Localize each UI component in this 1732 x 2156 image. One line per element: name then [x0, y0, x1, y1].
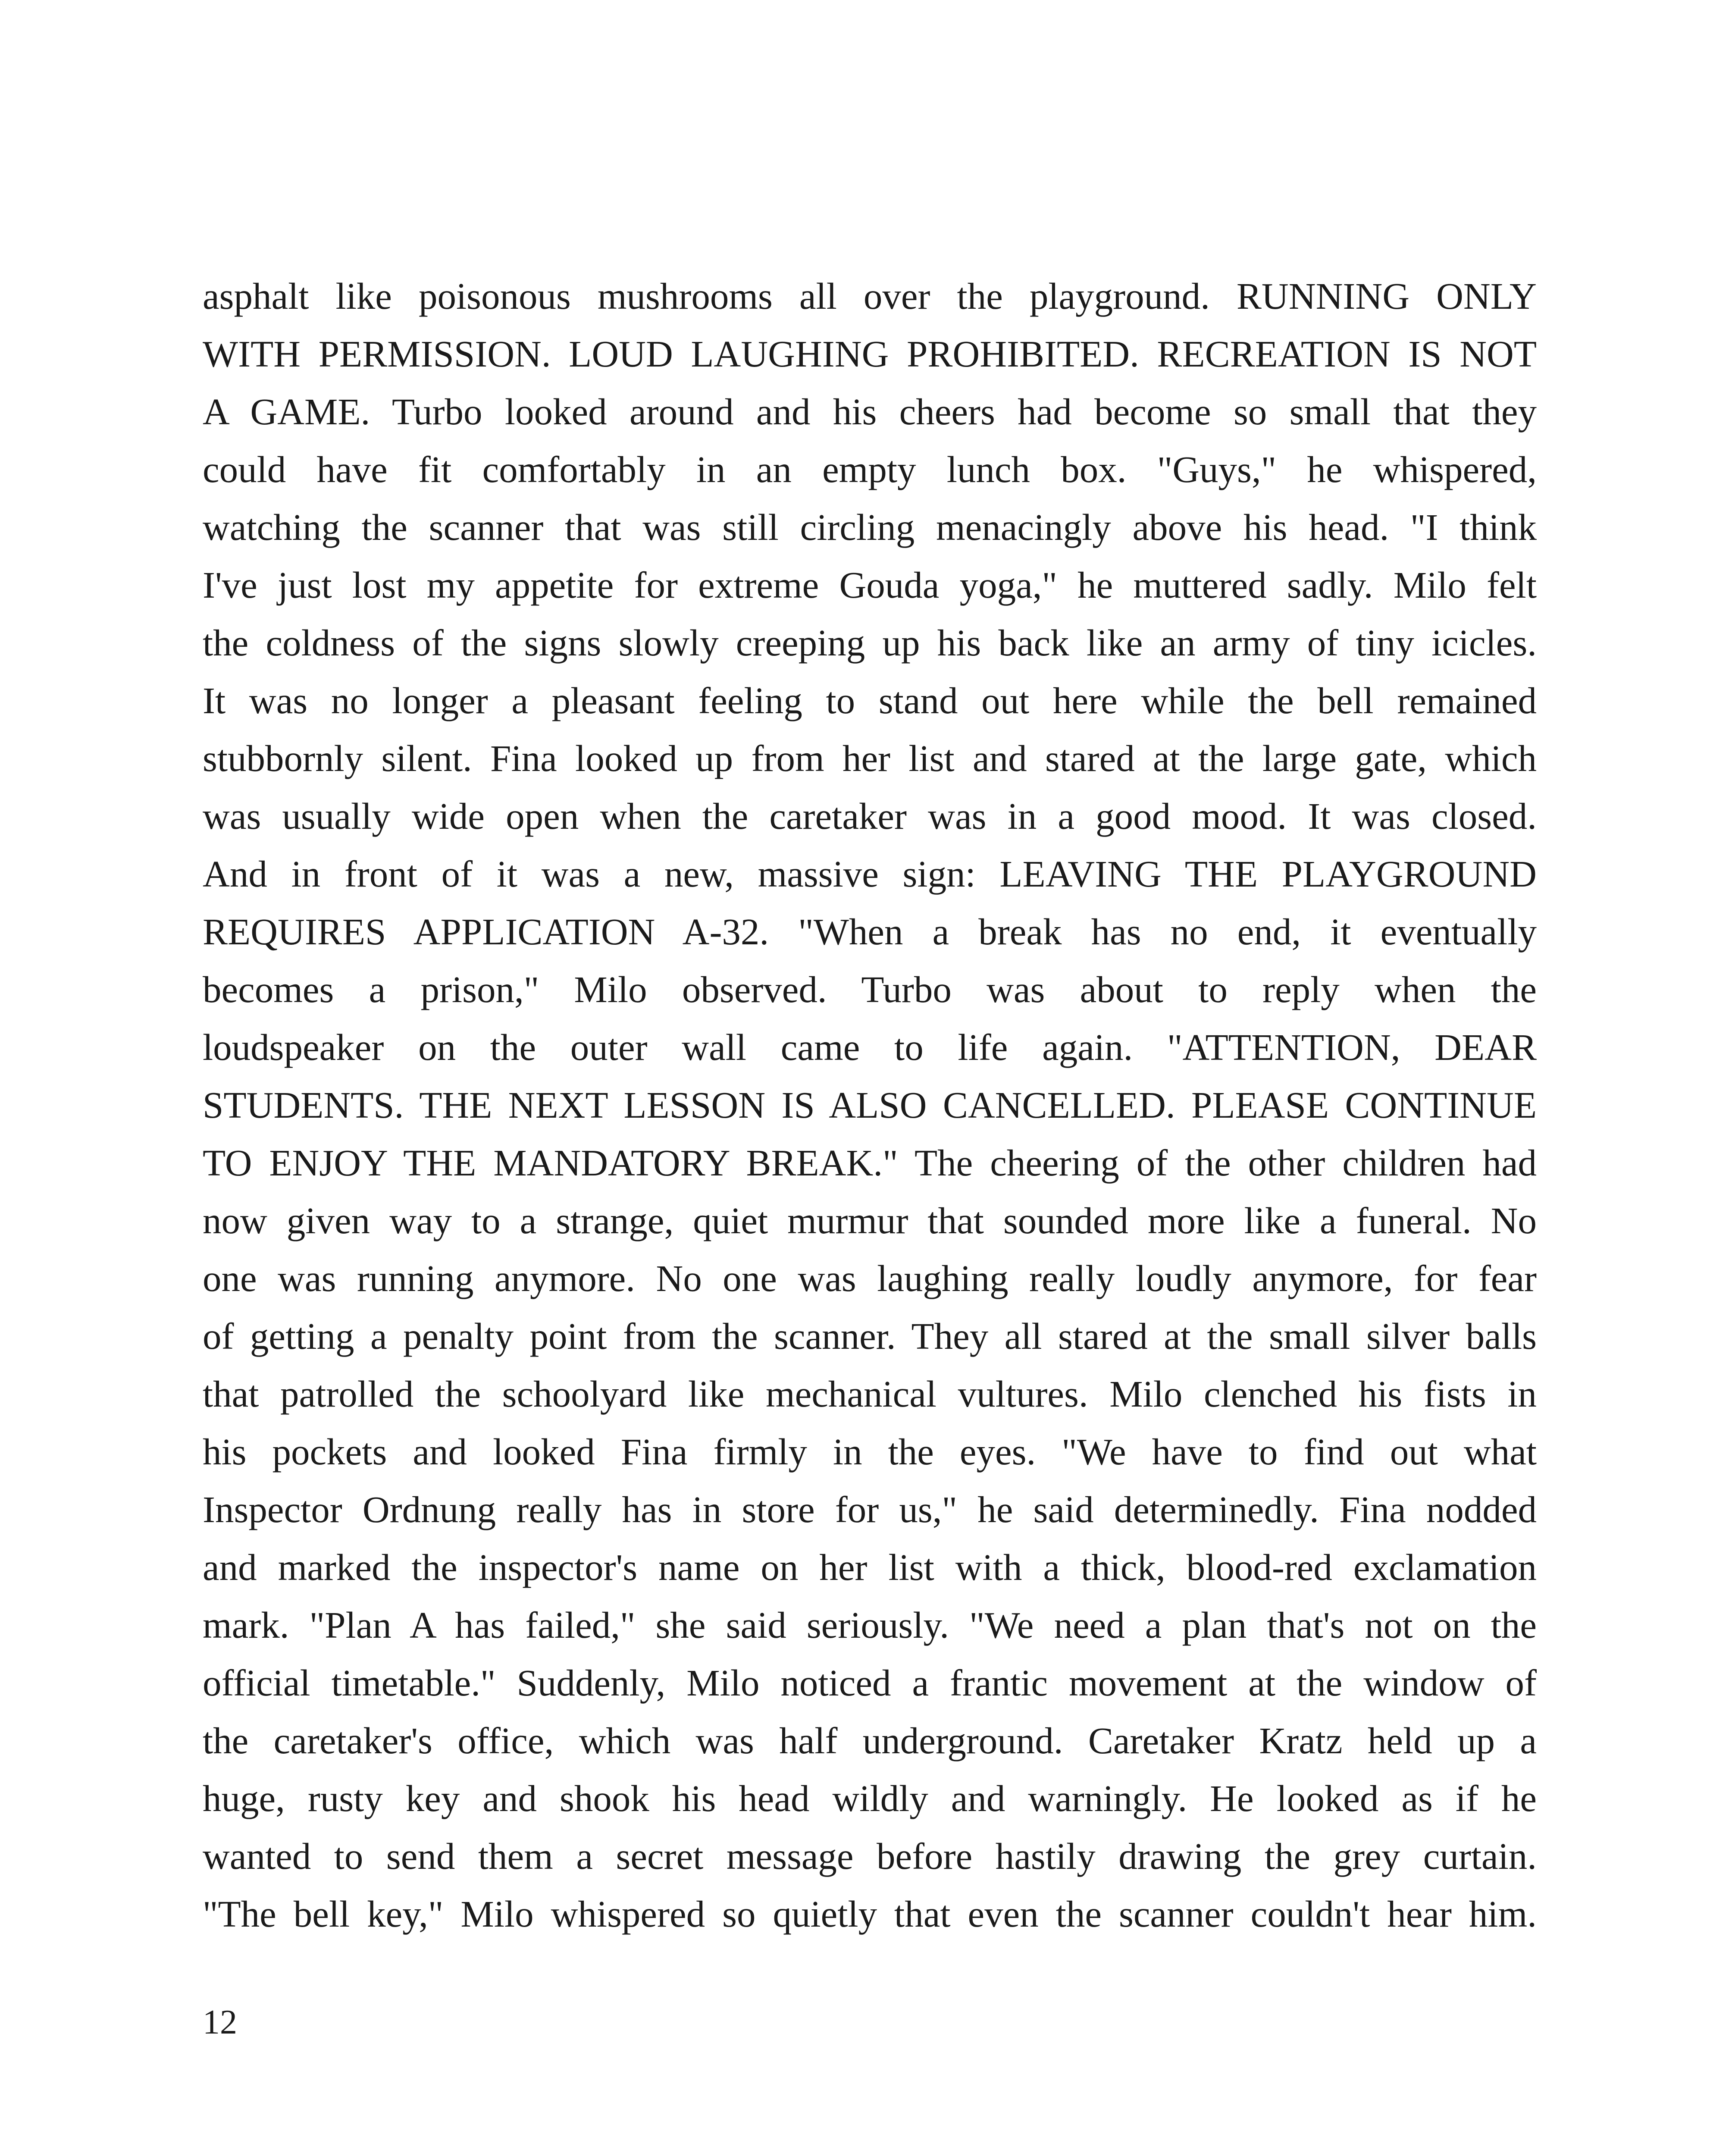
- text-line: STUDENTS. THE NEXT LESSON IS ALSO CANCELLED. PLEASE CONTINUE: [203, 1084, 1537, 1126]
- text-line: could have fit comfortably in an empty lunch box. "Guys," he whispered,: [203, 448, 1537, 490]
- text-line: I've just lost my appetite for extreme Gouda yoga," he muttered sadly. Milo felt: [203, 564, 1537, 606]
- text-line: asphalt like poisonous mushrooms all over the playground. RUNNING ONLY: [203, 275, 1537, 317]
- text-line: was usually wide open when the caretaker was in a good mood. It was closed.: [203, 795, 1537, 837]
- text-line: REQUIRES APPLICATION A-32. "When a break has no end, it eventually: [203, 911, 1537, 953]
- text-line: and marked the inspector's name on her list with a thick, blood-red exclamation: [203, 1546, 1537, 1588]
- text-line: of getting a penalty point from the scanner. They all stared at the small silver balls: [203, 1315, 1537, 1357]
- text-line: Inspector Ordnung really has in store for us," he said determinedly. Fina nodded: [203, 1489, 1537, 1530]
- text-line: that patrolled the schoolyard like mechanical vultures. Milo clenched his fists in: [203, 1373, 1537, 1415]
- body-text: [203, 267, 1537, 1992]
- text-line: stubbornly silent. Fina looked up from her list and stared at the large gate, which: [203, 737, 1537, 779]
- text-line: mark. "Plan A has failed," she said seriously. "We need a plan that's not on the: [203, 1604, 1537, 1646]
- text-line: TO ENJOY THE MANDATORY BREAK." The cheering of the other children had: [203, 1142, 1537, 1184]
- text-line: becomes a prison," Milo observed. Turbo was about to reply when the: [203, 968, 1537, 1010]
- text-line: the coldness of the signs slowly creeping up his back like an army of tiny icicles.: [203, 622, 1537, 664]
- text-line: his pockets and looked Fina firmly in the eyes. "We have to find out what: [203, 1431, 1537, 1473]
- text-line: And in front of it was a new, massive sign: LEAVING THE PLAYGROUND: [203, 853, 1537, 895]
- text-line: WITH PERMISSION. LOUD LAUGHING PROHIBITED. RECREATION IS NOT: [203, 333, 1537, 375]
- text-line: loudspeaker on the outer wall came to life again. "ATTENTION, DEAR: [203, 1026, 1537, 1068]
- text-line: watching the scanner that was still circling menacingly above his head. "I think: [203, 506, 1537, 548]
- page-number: 12: [203, 2003, 237, 2041]
- text-line: It was no longer a pleasant feeling to stand out here while the bell remained: [203, 680, 1537, 721]
- text-line: "The bell key," Milo whispered so quietly that even the scanner couldn't hear him.: [203, 1893, 1537, 1935]
- text-line: wanted to send them a secret message before hastily drawing the grey curtain.: [203, 1835, 1537, 1877]
- text-line: now given way to a strange, quiet murmur that sounded more like a funeral. No: [203, 1200, 1537, 1241]
- text-line: the caretaker's office, which was half underground. Caretaker Kratz held up a: [203, 1720, 1537, 1761]
- text-line: one was running anymore. No one was laughing really loudly anymore, for fear: [203, 1257, 1537, 1299]
- text-line: huge, rusty key and shook his head wildly and warningly. He looked as if he: [203, 1777, 1537, 1819]
- text-line: A GAME. Turbo looked around and his cheers had become so small that they: [203, 391, 1537, 432]
- text-line: official timetable." Suddenly, Milo noticed a frantic movement at the window of: [203, 1662, 1537, 1704]
